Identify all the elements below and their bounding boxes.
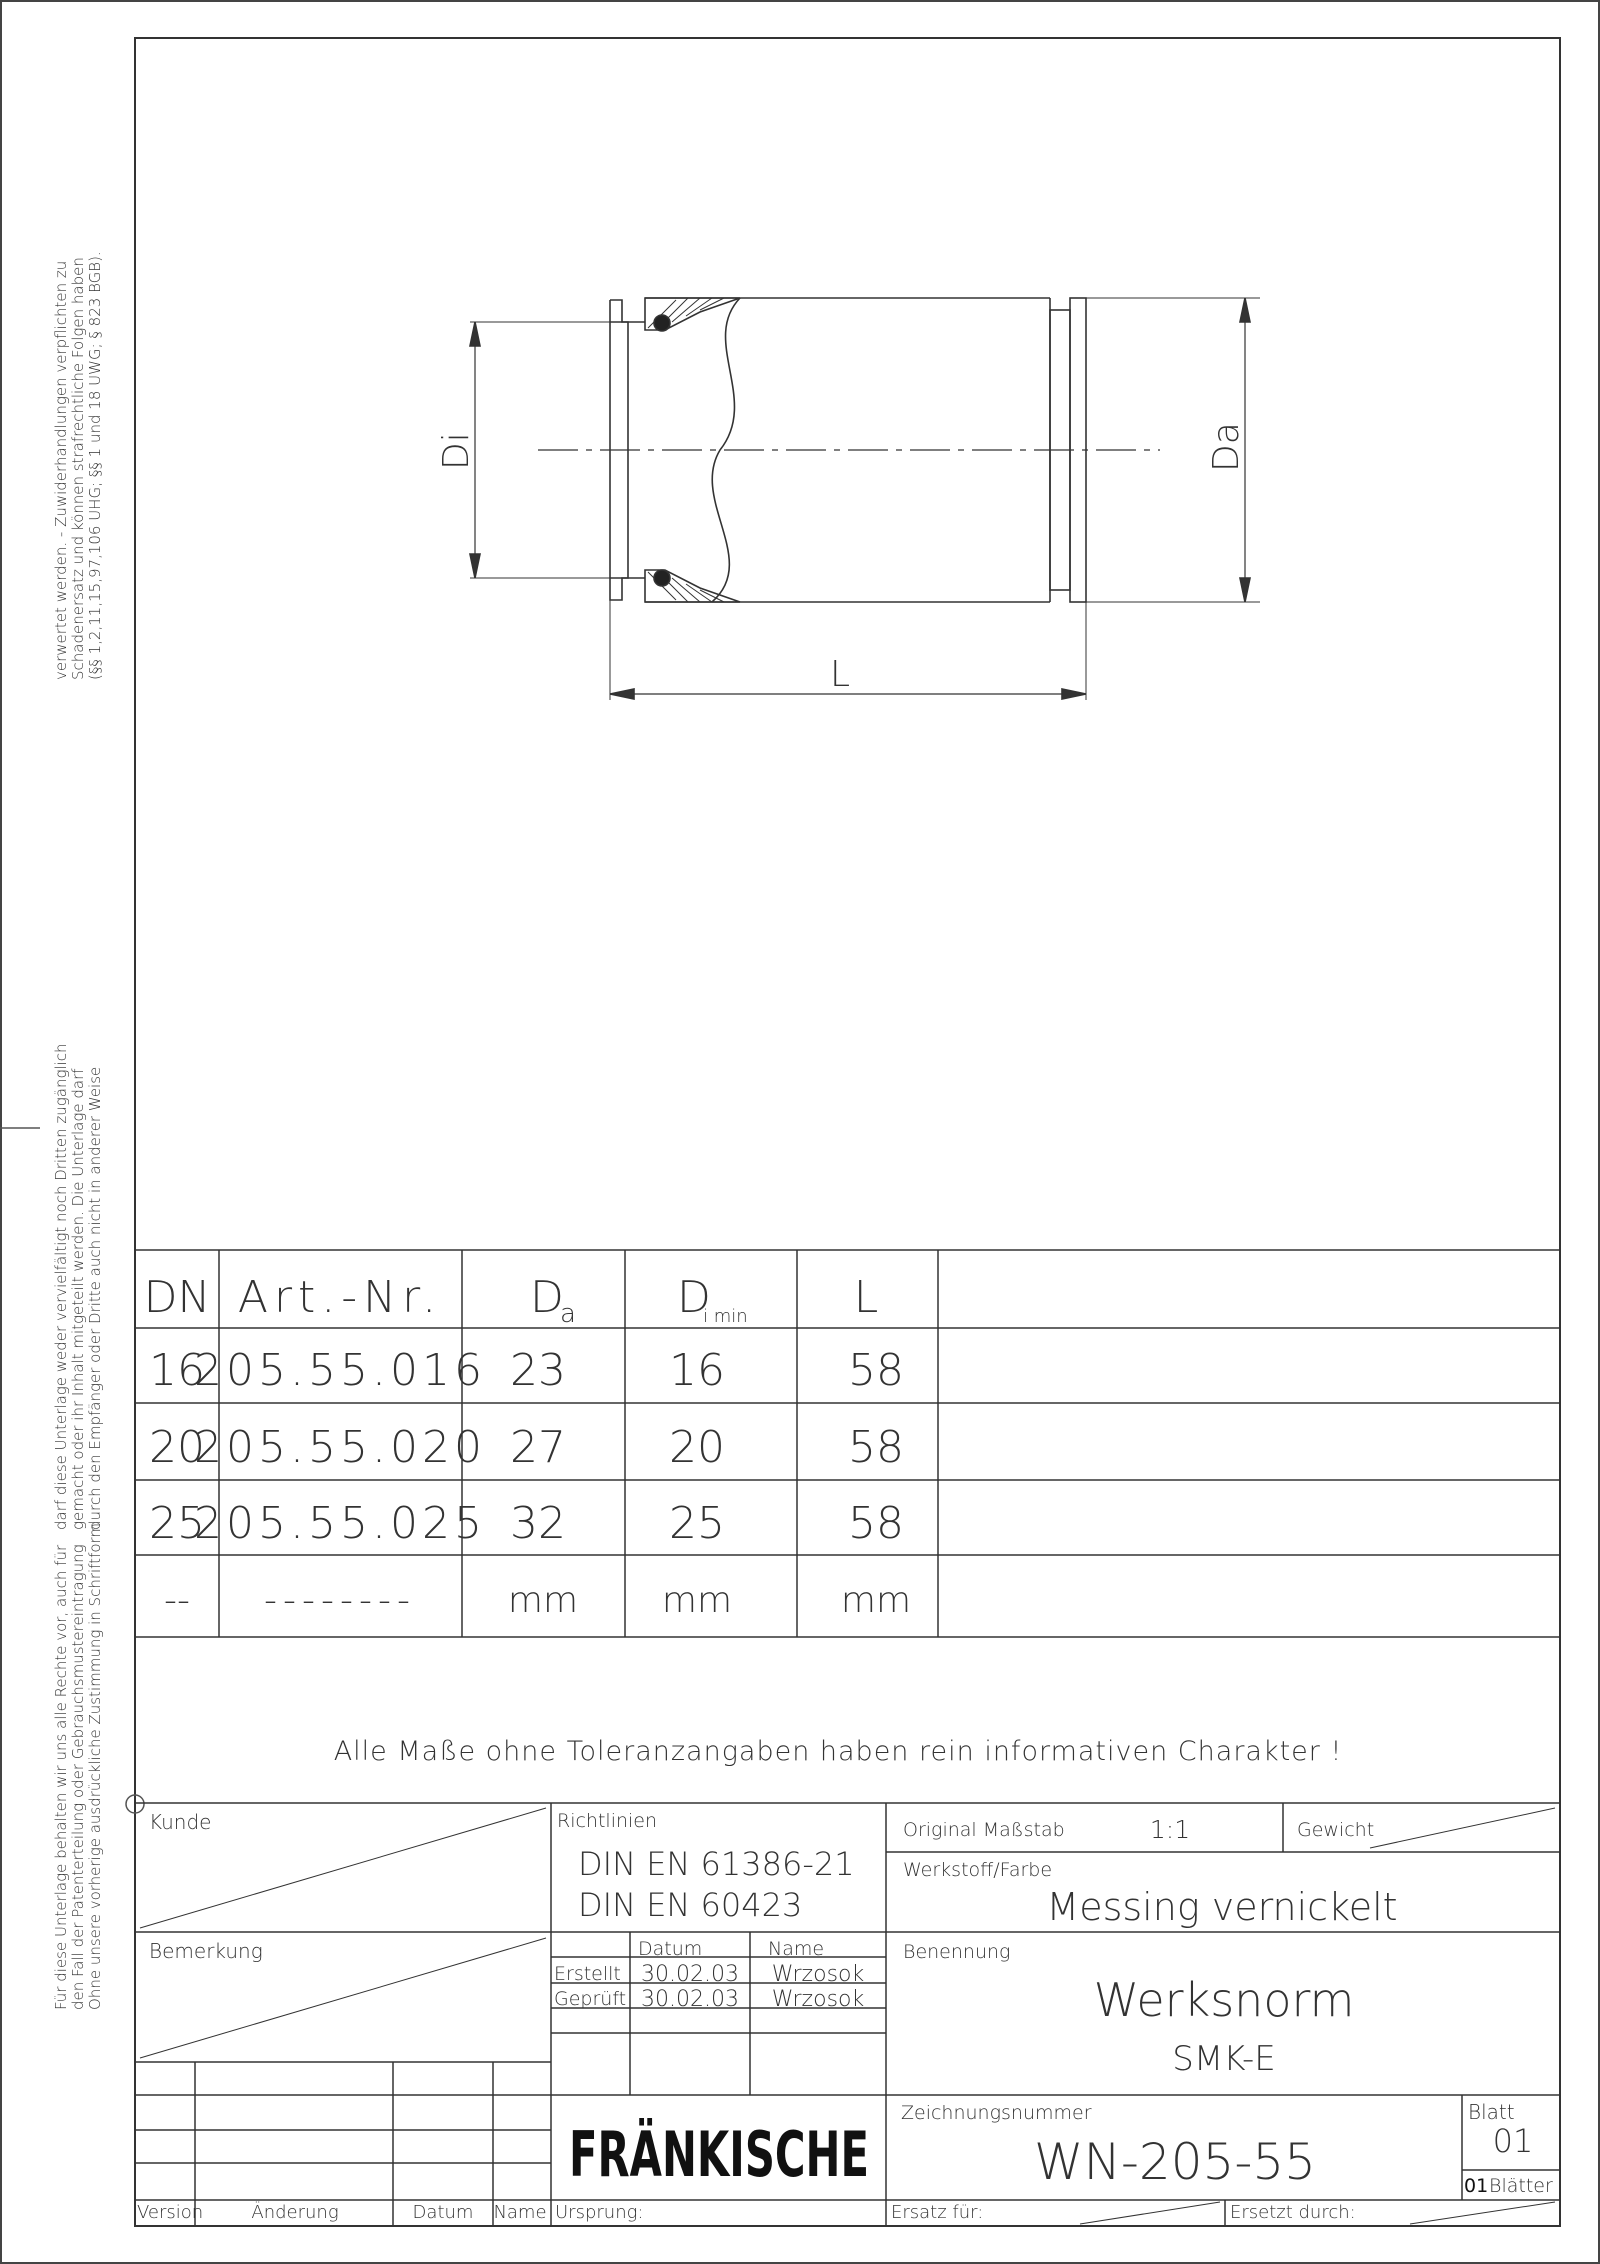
legal-line: Schadenersatz und können strafrechtliche Folgen haben [69, 257, 87, 680]
cell-di: 25 [669, 1498, 725, 1549]
werkstoff-label: Werkstoff/Farbe [903, 1859, 1053, 1881]
table-header-row [144, 1272, 879, 1329]
benennung-label: Benennung [903, 1941, 1011, 1963]
cell-dn: 25 [149, 1498, 205, 1549]
header-art-nr: Art.-Nr. [237, 1272, 443, 1323]
legal-line: den Fall der Patenterteilung oder Gebrauchsmustereintragung [69, 1544, 87, 2010]
geprueft-name: Wrzosok [771, 1987, 865, 2012]
revision-name-label: Name [493, 2202, 547, 2223]
cell-art-nr: 205.55.016 [194, 1345, 486, 1396]
erstellt-datum: 30.02.03 [641, 1962, 739, 1987]
erstellt-name: Wrzosok [771, 1962, 865, 1987]
header-dn: DN [143, 1272, 211, 1323]
legal-text-bottom [52, 1523, 104, 2010]
header-di: D [677, 1272, 711, 1323]
datum-label: Datum [638, 1938, 703, 1960]
standard-din-en-60423: DIN EN 60423 [578, 1886, 803, 1924]
unit-l: mm [840, 1580, 912, 1621]
tolerance-note: Alle Maße ohne Toleranzangaben haben rein informativen Charakter ! [333, 1736, 1343, 1767]
massstab-label: Original Maßstab [903, 1819, 1065, 1841]
l-label: L [830, 654, 851, 695]
gewicht-label: Gewicht [1297, 1819, 1375, 1841]
cell-l: 58 [848, 1422, 904, 1473]
zeichnungsnummer-label: Zeichnungsnummer [901, 2102, 1092, 2124]
cell-da: 23 [510, 1345, 566, 1396]
benennung-value: Werksnorm [1093, 1973, 1355, 2027]
legal-line: gemacht oder ihr Inhalt mitgeteilt werden. Die Unterlage darf [69, 1068, 87, 1530]
standard-din-en-61386-21: DIN EN 61386-21 [578, 1845, 855, 1883]
table-units-row [164, 1580, 911, 1621]
di-label: Di [436, 432, 477, 470]
geprueft-label: Geprüft [554, 1988, 627, 2010]
werkstoff-value: Messing vernickelt [1046, 1885, 1398, 1929]
unit-art-nr: -------- [264, 1580, 416, 1621]
blatt-label: Blatt [1468, 2100, 1515, 2124]
legal-line: darf diese Unterlage weder vervielfältigt noch Dritten zugänglich [52, 1043, 70, 1530]
cell-l: 58 [848, 1345, 904, 1396]
da-label: Da [1206, 422, 1247, 472]
zeichnungsnummer-value: WN-205-55 [1034, 2133, 1316, 2191]
blaetter-value: 01 [1464, 2175, 1489, 2197]
cell-dn: 20 [149, 1422, 205, 1473]
table-row [149, 1345, 904, 1396]
cell-art-nr: 205.55.020 [194, 1422, 486, 1473]
ersatz-fuer-label: Ersatz für: [891, 2202, 984, 2223]
cell-di: 20 [669, 1422, 725, 1473]
richtlinien-label: Richtlinien [557, 1810, 658, 1832]
kunde-label: Kunde [149, 1810, 212, 1834]
header-da-sub: a [560, 1299, 576, 1329]
blatt-value: 01 [1492, 2122, 1534, 2160]
legal-line: Ohne unsere vorherige ausdrückliche Zustimmung in Schriftform [86, 1522, 104, 2010]
unit-dn: -- [164, 1580, 190, 1621]
o-ring [654, 570, 670, 586]
table-row [149, 1498, 904, 1549]
blaetter-label: Blätter [1489, 2175, 1553, 2197]
legal-line: verwertet werden. - Zuwiderhandlungen verpflichten zu [52, 260, 70, 680]
cell-di: 16 [669, 1345, 725, 1396]
unit-di: mm [661, 1580, 733, 1621]
ersetzt-durch-label: Ersetzt durch: [1230, 2202, 1356, 2223]
legal-text-top [52, 251, 104, 680]
aenderung-label: Änderung [251, 2202, 339, 2223]
legal-text-middle [52, 1043, 104, 1530]
legal-line: durch den Empfänger oder Dritte auch nicht in anderer Weise [86, 1066, 104, 1530]
cell-l: 58 [848, 1498, 904, 1549]
cell-da: 32 [510, 1498, 566, 1549]
version-label: Version [137, 2202, 204, 2223]
revision-datum-label: Datum [412, 2202, 474, 2223]
fitting-drawing [470, 298, 1260, 700]
table-row [149, 1422, 904, 1473]
ursprung-label: Ursprung: [555, 2202, 644, 2223]
section-bottom [645, 570, 740, 602]
massstab-value: 1:1 [1149, 1815, 1191, 1844]
bemerkung-label: Bemerkung [149, 1939, 263, 1963]
benennung-sub: SMK-E [1172, 2039, 1276, 2079]
header-di-sub: i min [703, 1306, 748, 1327]
header-l: L [853, 1272, 879, 1323]
fraenkische-logo: FRÄNKISCHE [569, 2118, 869, 2191]
legal-line: (§§ 1,2,11,15,97,106 UHG; §§ 1 und 18 UWG; § 823 BGB). [86, 251, 104, 680]
o-ring [654, 315, 670, 331]
legal-line: Für diese Unterlage behalten wir uns alle Rechte vor, auch für [52, 1544, 70, 2010]
cell-art-nr: 205.55.025 [194, 1498, 486, 1549]
unit-da: mm [507, 1580, 579, 1621]
cell-dn: 16 [149, 1345, 205, 1396]
erstellt-label: Erstellt [554, 1963, 621, 1985]
cell-da: 27 [510, 1422, 566, 1473]
name-label: Name [768, 1938, 825, 1960]
header-da: D [530, 1272, 564, 1323]
geprueft-datum: 30.02.03 [641, 1987, 739, 2012]
